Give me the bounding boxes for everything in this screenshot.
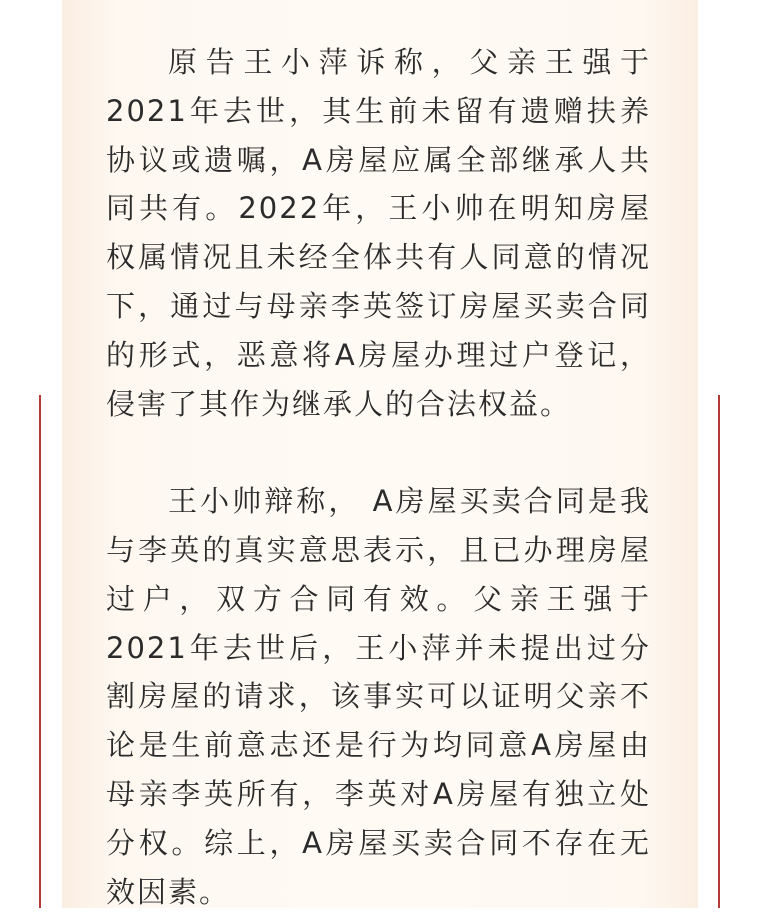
defendant-response-paragraph: 王小帅辩称， A房屋买卖合同是我与李英的真实意思表示，且已办理房屋过户，双方合同有效。父亲王强于2021年去世后，王小萍并未提出过分割房屋的请求，该事实可以证明父亲不论是生前意志还是行为均同意A房屋由母亲李英所有，李英对A房屋有独立处分权。综上，A房屋买卖合同不存在无效因素。 <box>106 484 651 909</box>
left-accent-rule <box>39 395 41 908</box>
plaintiff-claim-paragraph: 原告王小萍诉称，父亲王强于2021年去世，其生前未留有遗赠扶养协议或遗嘱，A房屋应属全部继承人共同共有。2022年，王小帅在明知房屋权属情况且未经全体共有人同意的情况下，通过与母亲李英签订房屋买卖合同的形式，恶意将A房屋办理过户登记，侵害了其作为继承人的合法权益。 <box>106 45 651 421</box>
article-body <box>106 38 651 916</box>
right-accent-rule <box>718 395 720 908</box>
